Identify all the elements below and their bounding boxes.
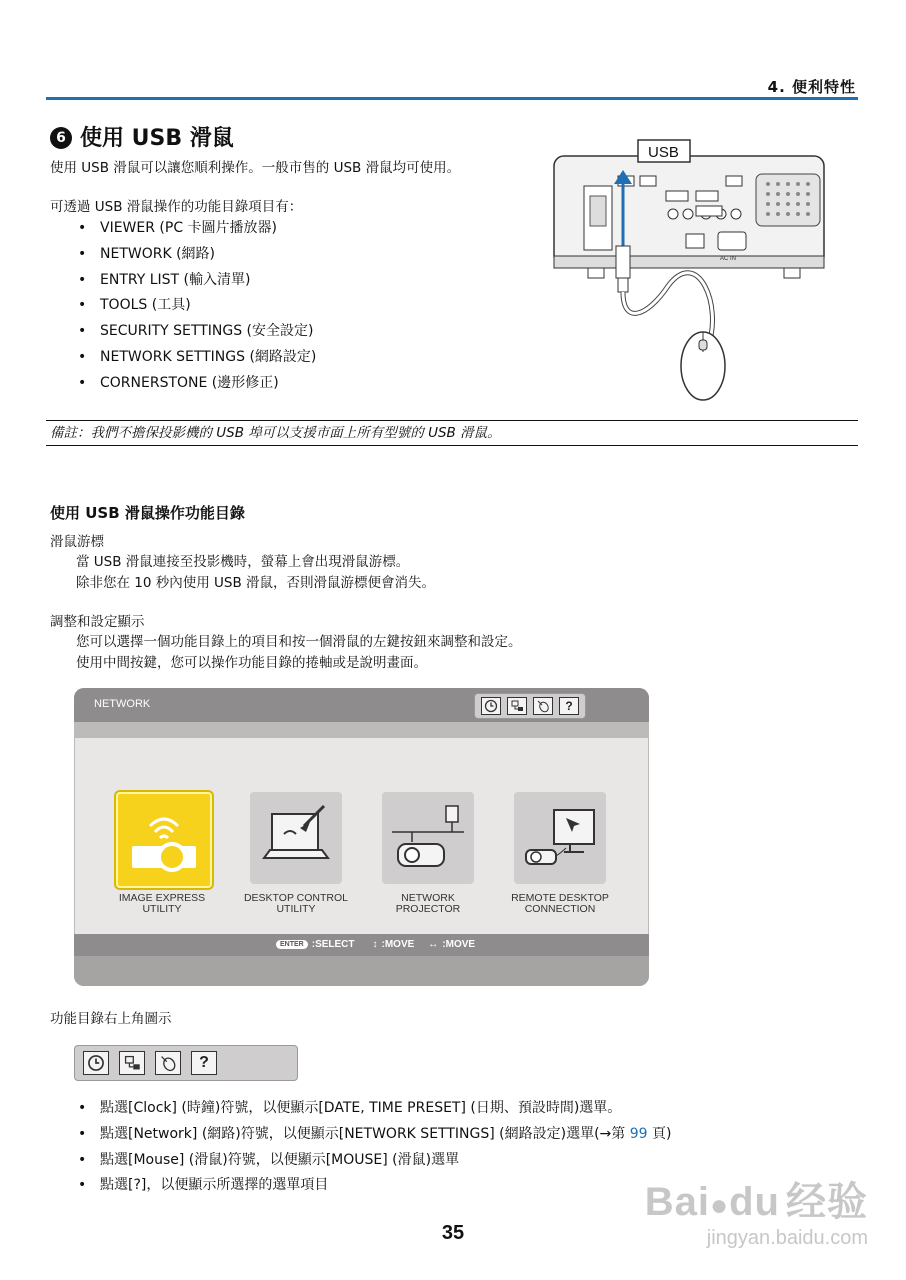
adjust-title: 調整和設定顯示: [50, 614, 145, 630]
tile-network-projector[interactable]: [382, 792, 474, 884]
watermark-cn: 经验: [786, 1180, 868, 1224]
mouse-icon: [155, 1051, 181, 1075]
footer-move: :MOVE: [381, 939, 415, 950]
list-item: • 點選[Clock] (時鐘)符號，以便顯示[DATE, TIME PRESET] (日期、預設時間)選單。: [78, 1096, 671, 1122]
tile-label: REMOTE DESKTOP CONNECTION: [511, 892, 609, 915]
list-item: • NETWORK SETTINGS (網路設定): [78, 345, 316, 371]
list-item: • SECURITY SETTINGS (安全設定): [78, 319, 316, 345]
adjust-line: 您可以選擇一個功能目錄上的項目和按一個滑鼠的左鍵按鈕來調整和設定。: [76, 634, 522, 650]
cursor-line: 當 USB 滑鼠連接至投影機時，螢幕上會出現滑鼠游標。: [76, 554, 410, 570]
enter-key-badge: ENTER: [276, 940, 308, 949]
list-item: • 點選[?]，以便顯示所選擇的選單項目: [78, 1173, 671, 1199]
tile-label: IMAGE EXPRESS UTILITY: [118, 892, 206, 915]
watermark-url: jingyan.baidu.com: [706, 1227, 868, 1249]
clock-icon[interactable]: [481, 697, 501, 715]
paw-icon: ●: [710, 1189, 730, 1222]
image-express-icon: [118, 794, 210, 886]
list-item: • NETWORK (網路): [78, 242, 316, 268]
projector-usb-illustration: [548, 136, 838, 406]
menu-tab-strip: [74, 722, 649, 738]
tile-label: DESKTOP CONTROL UTILITY: [243, 892, 349, 915]
mouse-icon[interactable]: [533, 697, 553, 715]
menu-title: NETWORK: [94, 698, 151, 710]
list-item: • 點選[Mouse] (滑鼠)符號，以便顯示[MOUSE] (滑鼠)選單: [78, 1148, 671, 1174]
help-icon: ?: [191, 1051, 217, 1075]
ac-in-label: AC IN: [720, 256, 737, 262]
list-item: • ENTRY LIST (輸入清單): [78, 268, 316, 294]
tile-image-express-utility[interactable]: [116, 792, 212, 888]
list-item: • CORNERSTONE (邊形修正): [78, 371, 316, 397]
note-text: 備註：我們不擔保投影機的 USB 埠可以支援市面上所有型號的 USB 滑鼠。: [50, 425, 501, 441]
cursor-title: 滑鼠游標: [50, 534, 104, 550]
list-item: • 點選[Network] (網路)符號，以便顯示[NETWORK SETTINGS] (網路設定)選單(→第 99 頁): [78, 1122, 671, 1148]
help-icon[interactable]: ?: [559, 697, 579, 715]
footer-select: :SELECT: [311, 939, 355, 950]
watermark-brand2: du: [729, 1180, 780, 1224]
page-link[interactable]: 99: [629, 1125, 648, 1142]
menu-icon-tray: [474, 693, 586, 719]
tile-desktop-control-utility[interactable]: [250, 792, 342, 884]
adjust-line: 使用中間按鍵，您可以操作功能目錄的捲軸或是說明畫面。: [76, 655, 427, 671]
tile-remote-desktop-connection[interactable]: [514, 792, 606, 884]
tile-label: NETWORK PROJECTOR: [395, 892, 461, 915]
icon-tray-example: [74, 1045, 298, 1081]
header-rule: [46, 97, 858, 100]
icons-section-title: 功能目錄右上角圖示: [50, 1011, 172, 1027]
network-icon: [119, 1051, 145, 1075]
updown-arrow-icon: ↕: [372, 939, 378, 950]
clock-icon: [83, 1051, 109, 1075]
remote-desktop-icon: [514, 792, 606, 884]
list-intro: 可透過 USB 滑鼠操作的功能目錄項目有：: [50, 199, 303, 215]
network-menu-screen: [74, 688, 649, 986]
list-item: • VIEWER (PC 卡圖片播放器): [78, 216, 316, 242]
function-list: [78, 216, 316, 397]
menu-footer: [74, 934, 649, 956]
section-title: [50, 121, 234, 152]
usb-label: USB: [648, 144, 679, 161]
desktop-control-icon: [250, 792, 342, 884]
page-number: 35: [441, 1222, 465, 1244]
footer-move: :MOVE: [442, 939, 476, 950]
watermark-brand: Bai: [644, 1180, 710, 1224]
leftright-arrow-icon: ↔: [428, 939, 439, 950]
section-title-text: 使用 USB 滑鼠: [80, 126, 234, 151]
list-item: • TOOLS (工具): [78, 293, 316, 319]
network-icon[interactable]: [507, 697, 527, 715]
section-number-badge: 6: [50, 127, 72, 149]
subsection-heading: 使用 USB 滑鼠操作功能目錄: [50, 504, 245, 522]
menu-bottom-bar: [74, 956, 649, 986]
intro-text: 使用 USB 滑鼠可以讓您順利操作。一般市售的 USB 滑鼠均可使用。: [50, 160, 461, 176]
chapter-header: 4. 便利特性: [767, 78, 856, 96]
note-box: [46, 420, 858, 446]
network-projector-icon: [382, 792, 474, 884]
cursor-line: 除非您在 10 秒內使用 USB 滑鼠，否則滑鼠游標便會消失。: [76, 575, 436, 591]
icon-bullets: [78, 1096, 671, 1199]
